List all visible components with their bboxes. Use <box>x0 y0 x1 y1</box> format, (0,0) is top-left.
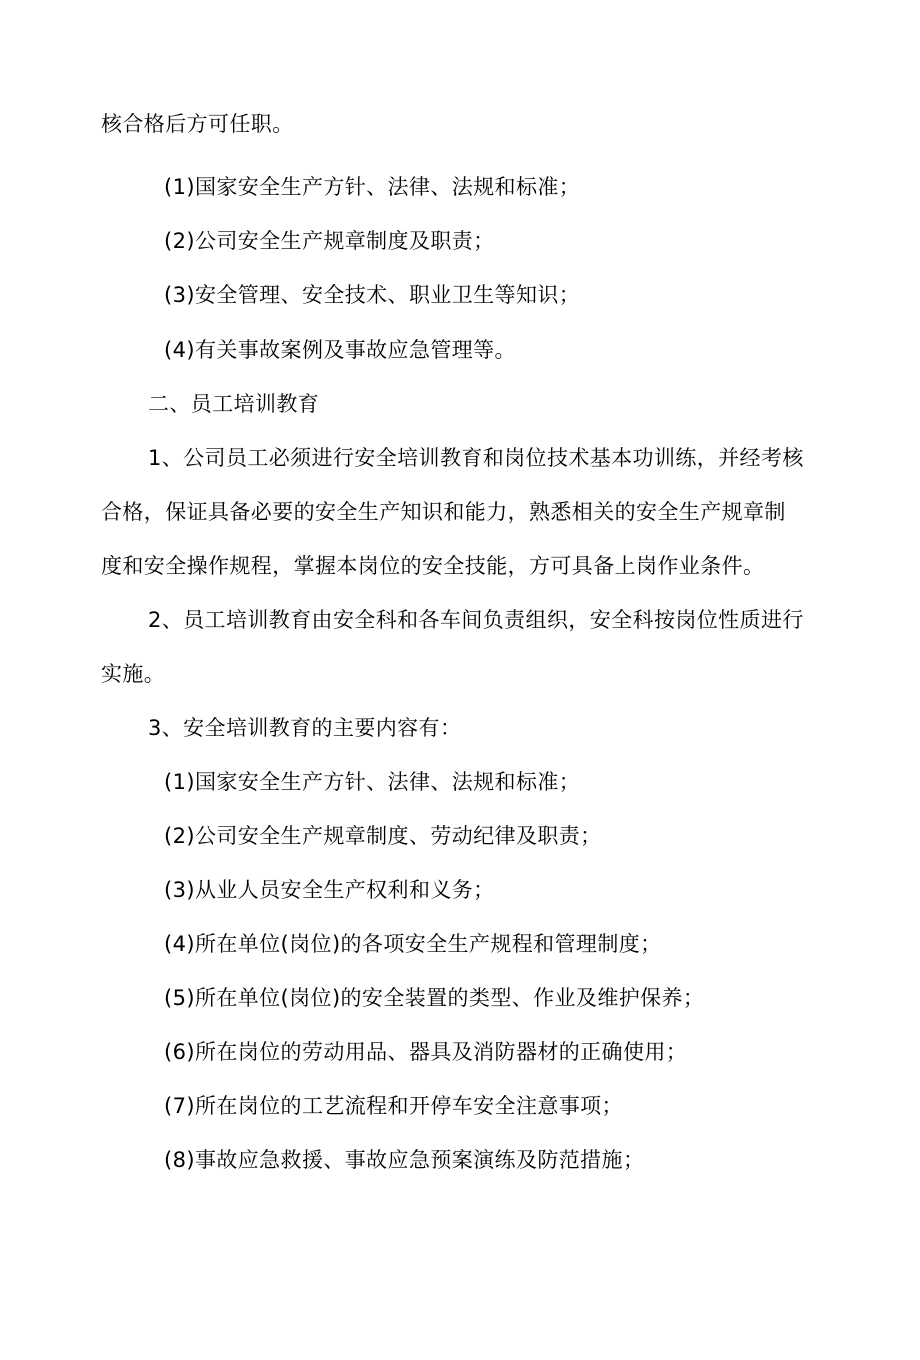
manager-topic-1: (1)国家安全生产方针、法律、法规和标准； <box>164 175 581 199</box>
manager-topic-3: (3)安全管理、安全技术、职业卫生等知识； <box>164 283 581 307</box>
employee-topic-2: (2)公司安全生产规章制度、劳动纪律及职责； <box>164 824 602 848</box>
para1-line-3: 度和安全操作规程，掌握本岗位的安全技能，方可具备上岗作业条件。 <box>101 554 765 578</box>
manager-topic-2: (2)公司安全生产规章制度及职责； <box>164 229 495 253</box>
para2-line-2: 实施。 <box>101 662 166 686</box>
employee-topic-1: (1)国家安全生产方针、法律、法规和标准； <box>164 770 581 794</box>
employee-topic-3: (3)从业人员安全生产权利和义务； <box>164 878 495 902</box>
employee-topic-7: (7)所在岗位的工艺流程和开停车安全注意事项； <box>164 1094 623 1118</box>
intro-tail-text: 核合格后方可任职。 <box>101 112 294 136</box>
employee-topic-5: (5)所在单位(岗位)的安全装置的类型、作业及维护保养； <box>164 986 705 1010</box>
section-heading: 二、员工培训教育 <box>148 392 320 416</box>
para2-line-1: 2、员工培训教育由安全科和各车间负责组织，安全科按岗位性质进行 <box>148 608 804 632</box>
para1-line-2: 合格，保证具备必要的安全生产知识和能力，熟悉相关的安全生产规章制 <box>101 500 786 524</box>
para3-lead: 3、安全培训教育的主要内容有： <box>148 716 462 740</box>
para1-line-1: 1、公司员工必须进行安全培训教育和岗位技术基本功训练，并经考核 <box>148 446 804 470</box>
employee-topic-8: (8)事故应急救援、事故应急预案演练及防范措施； <box>164 1148 645 1172</box>
manager-topic-4: (4)有关事故案例及事故应急管理等。 <box>164 338 516 362</box>
employee-topic-4: (4)所在单位(岗位)的各项安全生产规程和管理制度； <box>164 932 662 956</box>
employee-topic-6: (6)所在岗位的劳动用品、器具及消防器材的正确使用； <box>164 1040 688 1064</box>
